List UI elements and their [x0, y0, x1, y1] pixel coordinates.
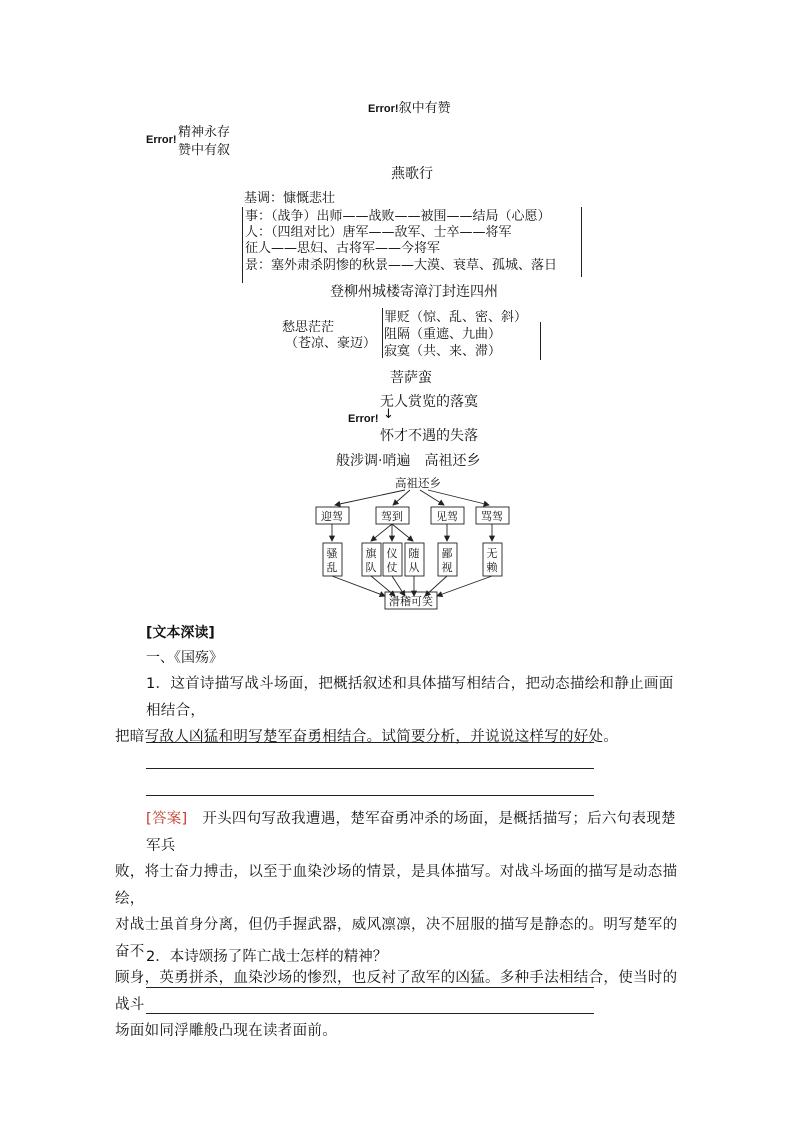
liuzhou-item: 罪贬（惊、乱、密、斜）	[384, 310, 528, 325]
level2-label: 随从	[408, 547, 420, 574]
liuzhou-item: 阻隔（重遮、九曲）	[384, 327, 502, 342]
answer-line	[146, 742, 594, 743]
level2-label: 仪仗	[386, 547, 398, 574]
level2-label: 旗队	[365, 547, 377, 574]
answer-line	[146, 1013, 594, 1014]
answer-line-text: 败，将士奋力搏击，以至于血染沙场的情景，是具体描写。对战斗场面的描写是动态描绘，	[115, 864, 678, 907]
down-arrow-icon: ↓	[383, 407, 394, 422]
answer-line	[146, 987, 594, 988]
answer-line-text: 顾身，英勇拼杀，血染沙场的惨烈，也反衬了敌军的凶猛。多种手法相结合，使当时的战斗	[115, 970, 678, 1013]
answer-line-text: 开头四句写敌我遭遇，楚军奋勇冲杀的场面，是概括描写；后六句表现楚军兵	[146, 811, 676, 854]
pusaman-bottom: 怀才不遇的失落	[380, 428, 478, 444]
level2-label: 骚乱	[326, 547, 338, 574]
answer-line-text: 对战士虽首身分离，但仍手握武器，威风凛凛，决不屈服的描写是静态的。明写楚军的奋不	[115, 917, 678, 960]
diagram-root: 高祖还乡	[395, 476, 441, 490]
liuzhou-left: 愁思茫茫	[282, 320, 335, 335]
answer-line-text: 场面如同浮雕般凸现在读者面前。	[115, 1023, 337, 1039]
answer-line	[146, 795, 594, 796]
liuzhou-left: （苍凉、豪迈）	[285, 336, 377, 351]
error-marker: Error!	[348, 413, 379, 425]
error-marker: Error!	[368, 103, 399, 115]
yange-title: 燕歌行	[391, 166, 433, 182]
yange-row: 事：（战争）出师——战败——被围——结局（心愿）	[245, 209, 551, 224]
level1-label: 见驾	[436, 510, 458, 523]
answer-tag: [答案]	[146, 811, 188, 827]
yange-row: 征人——思妇、古将军——今将军	[245, 241, 441, 256]
summary-text: 叙中有赞	[398, 101, 451, 116]
error-marker: Error!	[146, 134, 177, 146]
summary-text: 赞中有叙	[178, 143, 231, 158]
summary-text: 精神永存	[178, 125, 231, 140]
pusaman-top: 无人赏览的落寞	[380, 394, 478, 410]
yange-row: 人：（四组对比）唐军——敌军、士卒——将军	[245, 225, 512, 240]
level2-labels	[327, 547, 499, 574]
level1-label: 骂驾	[481, 510, 503, 523]
yange-row: 基调：慷慨悲壮	[244, 191, 336, 206]
level2-label: 无赖	[486, 547, 498, 574]
subsection-heading: 一、《国殇》	[146, 650, 223, 666]
liuzhou-title: 登柳州城楼寄漳汀封连四州	[330, 284, 498, 300]
question-line: 1．这首诗描写战斗场面，把概括叙述和具体描写相结合，把动态描绘和静止画面相结合，	[146, 676, 674, 719]
level1-label: 迎驾	[321, 510, 343, 523]
banshe-title: 般涉调·哨遍 高祖还乡	[336, 453, 481, 469]
level1-label: 驾到	[381, 510, 403, 523]
question-2: 2．本诗颂扬了阵亡战士怎样的精神？	[146, 949, 388, 965]
yange-row: 景：塞外肃杀阴惨的秋景——大漠、衰草、孤城、落日	[245, 258, 558, 273]
liuzhou-item: 寂寞（共、来、滞）	[384, 344, 502, 359]
pusaman-title: 菩萨蛮	[390, 370, 432, 386]
diagram-bottom: 滑稽可笑	[389, 595, 433, 608]
section-heading: [文本深读]	[146, 625, 215, 641]
level2-label: 鄙视	[441, 547, 453, 574]
answer-block	[115, 806, 685, 1045]
question-line: 把暗写敌人凶猛和明写楚军奋勇相结合。试简要分析，并说说这样写的好处。	[115, 729, 619, 745]
answer-line	[146, 768, 594, 769]
question-1	[115, 671, 685, 751]
